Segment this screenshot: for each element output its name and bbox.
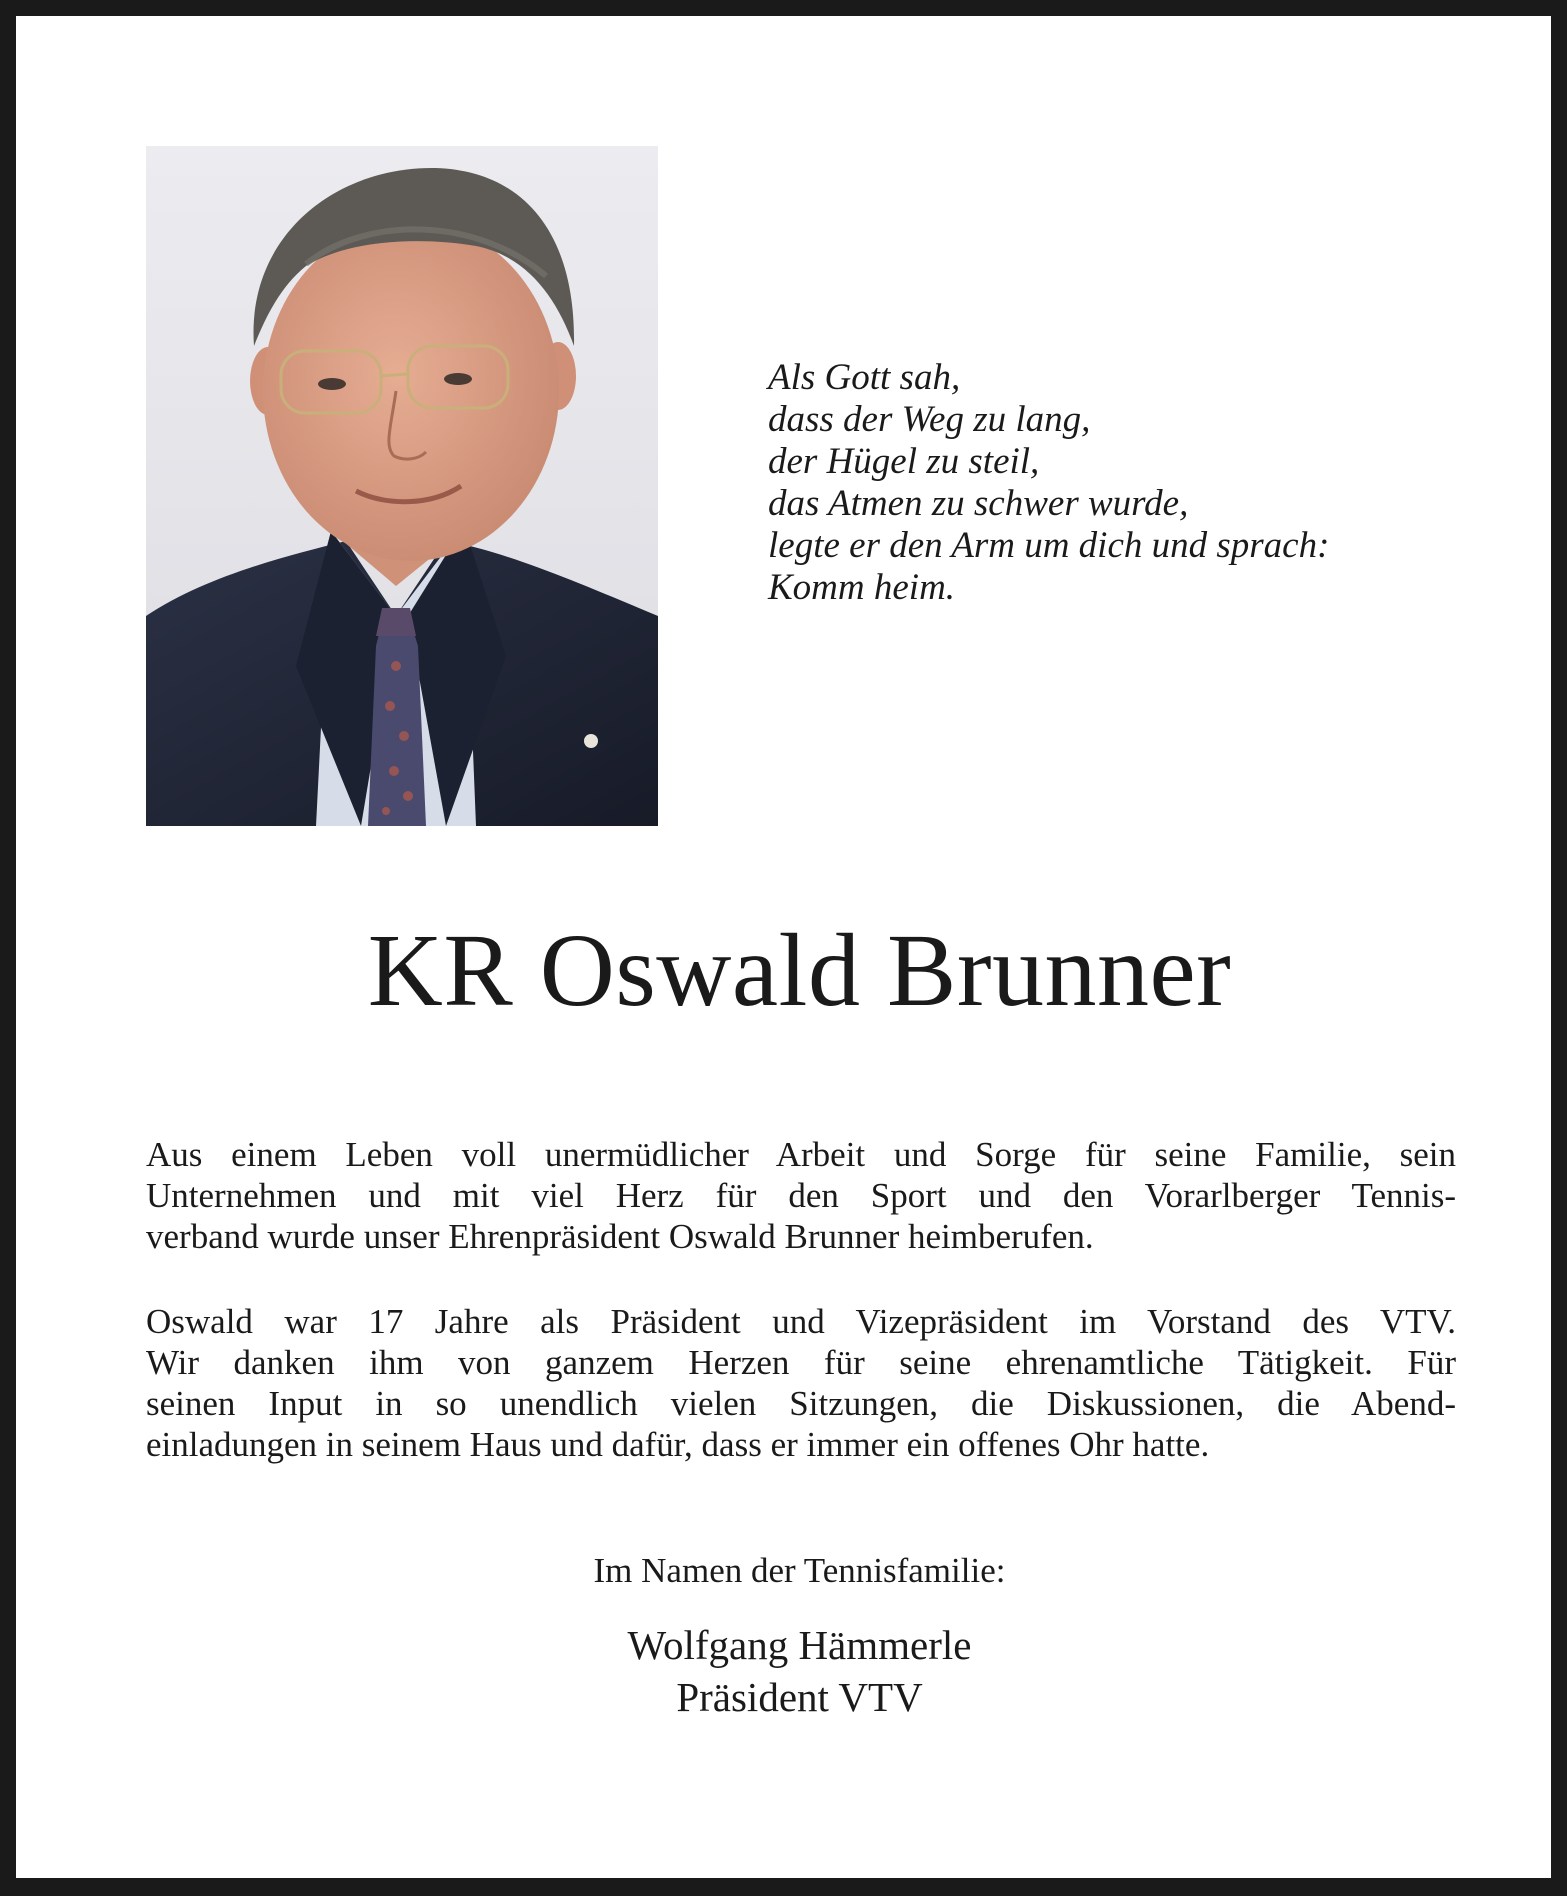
poem-line: legte er den Arm um dich und sprach: bbox=[768, 525, 1330, 566]
signatory-title: Präsident VTV bbox=[676, 1674, 923, 1720]
paragraph-line: Oswald war 17 Jahre als Präsident und Vizepräsident im Vorstand des VTV. bbox=[146, 1302, 1456, 1341]
portrait-photo bbox=[146, 146, 658, 826]
paragraph-line: Aus einem Leben voll unermüdlicher Arbeit und Sorge für seine Familie, sein bbox=[146, 1135, 1456, 1174]
deceased-name: KR Oswald Brunner bbox=[367, 913, 1232, 1028]
signatory-name: Wolfgang Hämmerle bbox=[627, 1622, 972, 1668]
poem-line: Komm heim. bbox=[768, 567, 956, 608]
paragraph-line: verband wurde unser Ehrenpräsident Oswald Brunner heimberufen. bbox=[146, 1217, 1094, 1256]
poem-line: das Atmen zu schwer wurde, bbox=[768, 483, 1189, 524]
paragraph-line: seinen Input in so unendlich vielen Sitzungen, die Diskussionen, die Abend- bbox=[146, 1384, 1456, 1423]
tribute-paragraph-1 bbox=[146, 1134, 1456, 1257]
paragraph-line: Unternehmen und mit viel Herz für den Sport und den Vorarlberger Tennis- bbox=[146, 1176, 1456, 1215]
paragraph-line: einladungen in seinem Haus und dafür, dass er immer ein offenes Ohr hatte. bbox=[146, 1425, 1210, 1464]
poem-line: dass der Weg zu lang, bbox=[768, 399, 1091, 440]
poem-line: der Hügel zu steil, bbox=[768, 441, 1040, 482]
poem-line: Als Gott sah, bbox=[768, 357, 961, 398]
signature-intro: Im Namen der Tennisfamilie: bbox=[593, 1551, 1006, 1590]
memorial-poem bbox=[768, 357, 1408, 609]
tribute-paragraph-2 bbox=[146, 1301, 1456, 1465]
paragraph-line: Wir danken ihm von ganzem Herzen für seine ehrenamtliche Tätigkeit. Für bbox=[146, 1343, 1456, 1382]
portrait-icon bbox=[146, 146, 658, 826]
